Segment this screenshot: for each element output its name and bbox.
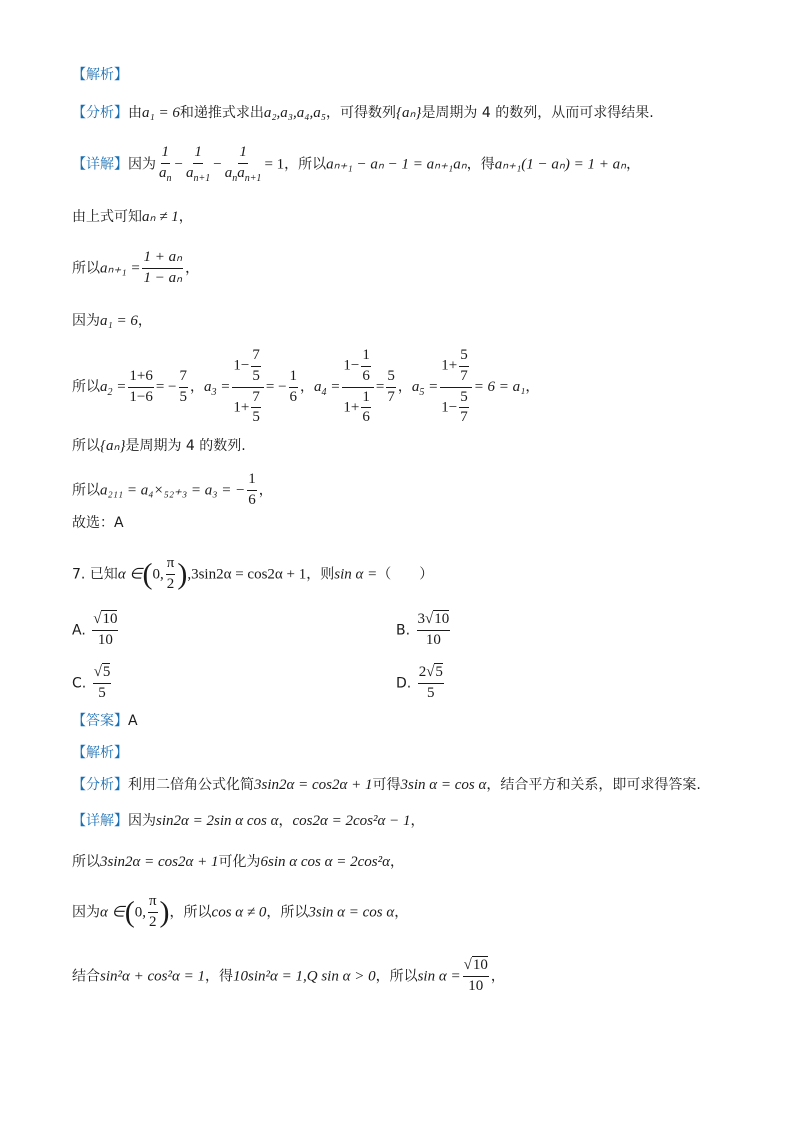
fraction: 1+ $\frac{5}{7}$ 1− $\frac{5}{7}$ bbox=[440, 348, 471, 426]
text: ，得 bbox=[466, 156, 495, 173]
text: 因为 bbox=[72, 313, 100, 329]
formula: aₙ₊₁ = bbox=[100, 260, 141, 277]
formula: {aₙ} bbox=[395, 105, 422, 121]
fraction: $\frac{√10}{10}$ bbox=[463, 957, 488, 994]
formula: 6sin α cos α = 2cos²α bbox=[260, 854, 390, 870]
formula: 3sin2α = cos2α + 1 bbox=[254, 777, 373, 793]
q7-answer-line bbox=[72, 714, 138, 728]
p6-line-8: 故选：A bbox=[72, 515, 124, 531]
formula: 10sin²α = 1,Q sin α > 0 bbox=[233, 968, 376, 985]
text: ，所以 bbox=[266, 904, 309, 921]
formula: aₙ ≠ 1 bbox=[142, 209, 179, 225]
text: ， bbox=[278, 813, 293, 829]
q7-line-3: 因为α ∈(0, $\frac{\pi}{2}$ )，所以cos α ≠ 0，所以3sin α = cos α， bbox=[72, 893, 409, 930]
formula: 3sin2α = cos2α + 1 bbox=[191, 566, 307, 583]
option-a[interactable] bbox=[72, 612, 120, 649]
text: ，所以 bbox=[284, 156, 327, 173]
p6-line-3 bbox=[72, 250, 199, 287]
text: 所以 bbox=[72, 438, 100, 454]
text: ， bbox=[410, 813, 425, 829]
option-d[interactable] bbox=[396, 665, 446, 702]
formula: {aₙ} bbox=[100, 438, 126, 454]
p6-line-5: 所以$a_2$ = $\frac{1+6}{1-6}$ = − $\frac{7}{5}$ ，$a_3$ = 1− $\frac{7}{5}$ 1+ $\frac{7}{5}$ = − $\frac{1}{6}$ ，$a_4$ = 1− $\frac{1}{6}$ 1+ $\frac{1}{6}$ = $\frac{5}{7}$ ，$a_5$ = 1+ $\frac{5}{7}$ 1− $\frac{5}{7}$ = 6 = a₁， bbox=[72, 347, 540, 426]
fenxi-tag: 【分析】 bbox=[72, 105, 128, 121]
fraction: $\frac{1}{a_n}$ bbox=[159, 144, 172, 184]
option-label: C. bbox=[72, 675, 87, 692]
xiangjie-tag: 【详解】 bbox=[72, 813, 128, 829]
fraction: $\frac{1+6}{1-6}$ bbox=[129, 367, 153, 405]
text: 可得 bbox=[372, 777, 401, 793]
q7-fenxi-line bbox=[72, 778, 701, 793]
text: ，所以 bbox=[375, 968, 418, 985]
q7-stem: 7. 已知α ∈(0, $\frac{\pi}{2}$ ),3sin2α = cos2α + 1，则sin α =（ ） bbox=[72, 555, 434, 592]
text: ， bbox=[137, 313, 152, 329]
q7-line-4 bbox=[72, 958, 505, 995]
formula: 3sin α = cos α bbox=[308, 904, 395, 921]
formula: sin²α + cos²α = 1 bbox=[100, 968, 205, 985]
daan-tag: 【答案】 bbox=[72, 713, 128, 729]
formula: 3sin2α = cos2α + 1 bbox=[100, 854, 219, 870]
xiangjie-tag: 【详解】 bbox=[72, 156, 128, 173]
formula: 3sin α = cos α bbox=[400, 777, 487, 793]
fenxi-tag: 【分析】 bbox=[72, 777, 128, 793]
text: ，可得数列 bbox=[325, 105, 396, 121]
option-label: A. bbox=[72, 622, 86, 639]
fraction: $\frac{1}{6}$ bbox=[248, 471, 256, 508]
formula: = 6 = a₁ bbox=[473, 379, 526, 395]
fraction: $\frac{1}{a_na_{n+1}}$ bbox=[224, 144, 262, 184]
p6-line-4 bbox=[72, 314, 152, 329]
answer: A bbox=[128, 713, 138, 729]
p6-fenxi-line bbox=[72, 106, 654, 121]
jiexi-tag: 【解析】 bbox=[72, 67, 128, 83]
text: 由 bbox=[128, 105, 142, 121]
text: ， bbox=[525, 379, 540, 395]
text: ，得 bbox=[205, 968, 233, 985]
fraction: 1− $\frac{7}{5}$ 1+ $\frac{7}{5}$ bbox=[232, 348, 263, 426]
text: 利用二倍角公式化简 bbox=[128, 777, 254, 793]
text: ， bbox=[390, 854, 404, 870]
text: 所以 bbox=[72, 379, 100, 395]
jiexi-tag: 【解析】 bbox=[72, 745, 128, 761]
text: 和递推式求出 bbox=[179, 105, 264, 121]
fraction: $\frac{7}{5}$ bbox=[179, 367, 188, 405]
text: ， bbox=[490, 968, 505, 985]
text: 所以 bbox=[72, 482, 100, 499]
text: 所以 bbox=[72, 854, 100, 870]
text: 结合 bbox=[72, 968, 100, 985]
p6-line-6 bbox=[72, 439, 246, 454]
option-c[interactable] bbox=[72, 665, 113, 702]
option-label: D. bbox=[396, 675, 412, 692]
fraction: $\frac{√5}{5}$ bbox=[93, 664, 111, 701]
fraction: $\frac{\text{1 + aₙ}}{\text{1 − aₙ}}$ bbox=[143, 249, 183, 286]
fraction: $\frac{1}{a_{n+1}}$ bbox=[185, 144, 211, 184]
text: ，则 bbox=[306, 566, 335, 583]
formula: aₙ₊₁ − aₙ − 1 = aₙ₊₁aₙ bbox=[326, 156, 467, 173]
fraction: $\frac{√10}{10}$ bbox=[93, 611, 118, 648]
text: （ ） bbox=[377, 566, 434, 583]
text: ， bbox=[178, 209, 193, 225]
formula: cos2α = 2cos²α − 1 bbox=[292, 813, 411, 829]
text: 所以 bbox=[72, 260, 100, 277]
option-b[interactable] bbox=[396, 612, 452, 649]
fraction: $\frac{\pi}{2}$ bbox=[166, 555, 175, 592]
formula: sin α = bbox=[334, 566, 378, 583]
q7-xiangjie-line bbox=[72, 814, 424, 829]
p6-line-2 bbox=[72, 210, 193, 225]
fraction: $\frac{3√10}{10}$ bbox=[417, 611, 450, 648]
q7-line-2 bbox=[72, 855, 404, 870]
formula: = 1 bbox=[264, 156, 285, 173]
text: ， bbox=[258, 482, 273, 499]
text: 是周期为 4 的数列. bbox=[125, 438, 246, 454]
text: 可化为 bbox=[218, 854, 261, 870]
text: ， bbox=[394, 904, 409, 921]
formula: cos α ≠ 0 bbox=[211, 904, 267, 921]
text: ，所以 bbox=[169, 904, 212, 921]
formula: sin2α = 2sin α cos α bbox=[156, 813, 279, 829]
formula: sin α = bbox=[417, 968, 461, 985]
formula: aₙ₊₁(1 − aₙ) = 1 + aₙ bbox=[494, 156, 627, 173]
text: 是周期为 4 的数列，从而可求得结果. bbox=[421, 105, 654, 121]
formula: a₁ = 6 bbox=[100, 313, 138, 329]
text: ， bbox=[185, 260, 200, 277]
fraction: $\frac{5}{7}$ bbox=[387, 367, 395, 405]
option-label: B. bbox=[396, 622, 411, 639]
text: 由上式可知 bbox=[72, 209, 142, 225]
p6-line-7 bbox=[72, 472, 273, 509]
text: 因为 bbox=[128, 156, 156, 173]
fraction: $\frac{1}{6}$ bbox=[289, 367, 298, 405]
text: ，结合平方和关系，即可求得答案. bbox=[486, 777, 701, 793]
formula: a₂,a₃,a₄,a₅ bbox=[263, 105, 326, 121]
fraction: $\frac{\pi}{2}$ bbox=[148, 893, 157, 930]
text: 因为 bbox=[128, 813, 156, 829]
formula: a₁ = 6 bbox=[142, 105, 180, 121]
fraction: $\frac{2√5}{5}$ bbox=[418, 664, 443, 701]
p6-xiangjie-line: 【详解】因为 $\frac{1}{a_n}$ − $\frac{1}{a_{n+1}}$ − $\frac{1}{a_na_{n+1}}$ = 1，所以aₙ₊₁ − aₙ − 1 = aₙ₊₁aₙ，得aₙ₊₁(1 − aₙ) = 1 + aₙ， bbox=[72, 144, 641, 184]
fraction: 1− $\frac{1}{6}$ 1+ $\frac{1}{6}$ bbox=[342, 348, 373, 426]
formula: a₂₁₁ = a₄×₅₂₊₃ = a₃ = − bbox=[100, 482, 246, 499]
text: ， bbox=[626, 156, 641, 173]
question-number: 7. 已知 bbox=[72, 566, 118, 583]
text: 因为 bbox=[72, 904, 100, 921]
